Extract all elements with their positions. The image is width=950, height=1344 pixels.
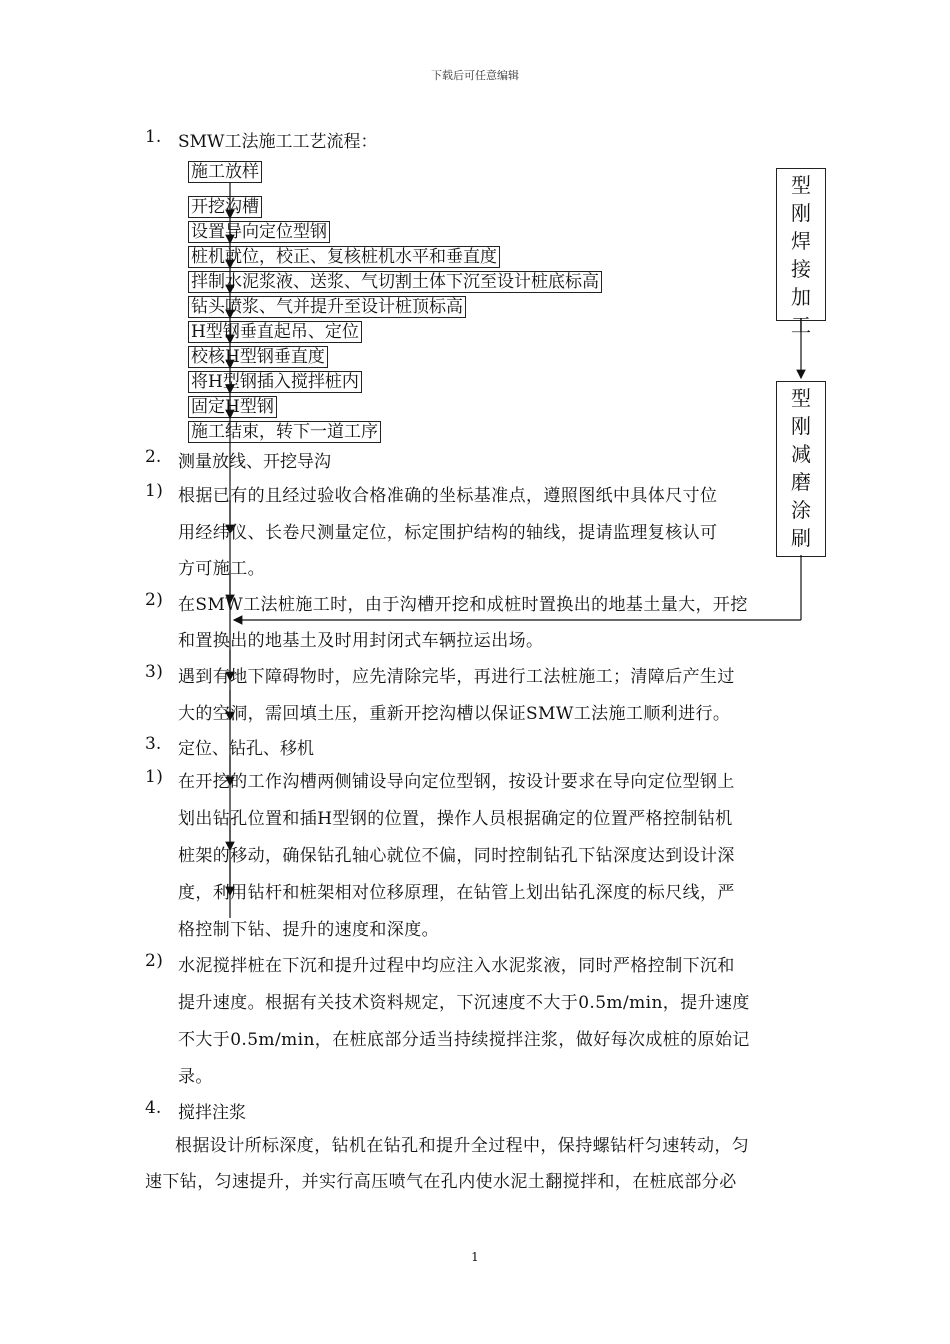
s3-item-2-line: 不大于0.5m/min，在桩底部分适当持续搅拌注浆，做好每次成桩的原始记: [178, 1030, 750, 1050]
s2-item-1-line: 用经纬仪、长卷尺测量定位，标定围护结构的轴线，提请监理复核认可: [178, 523, 718, 543]
s3-item-2-line: 提升速度。根据有关技术资料规定，下沉速度不大于0.5m/min，提升速度: [178, 993, 750, 1013]
s2-item-2-line: 和置换出的地基土及时用封闭式车辆拉运出场。: [178, 631, 544, 651]
s3-item-2-line: 水泥搅拌桩在下沉和提升过程中均应注入水泥浆液，同时严格控制下沉和: [178, 956, 735, 976]
s4-paragraph-line: 速下钻，匀速提升，并实行高压喷气在孔内使水泥土翻搅拌和，在桩底部分必: [145, 1172, 737, 1192]
flow-step-7: H型钢垂直起吊、定位: [188, 321, 362, 343]
side-box-bottom-char: 涂: [791, 498, 811, 522]
s4-paragraph-line: 根据设计所标深度，钻机在钻孔和提升全过程中，保持螺钻杆匀速转动，匀: [175, 1136, 750, 1156]
section-3-title: 定位、钻孔、移机: [178, 739, 314, 759]
flow-step-6: 钻头喷浆、气并提升至设计桩顶标高: [188, 296, 466, 318]
flow-step-11: 施工结束，转下一道工序: [188, 421, 381, 443]
flow-step-1: 施工放样: [188, 161, 262, 183]
s3-item-1-line: 划出钻孔位置和插H型钢的位置，操作人员根据确定的位置严格控制钻机: [178, 809, 733, 829]
s3-item-1-num: 1): [145, 767, 164, 787]
flow-step-4: 桩机就位，校正、复核桩机水平和垂直度: [188, 246, 500, 268]
page-number: 1: [471, 1250, 479, 1264]
s3-item-1-line: 桩架的移动，确保钻孔轴心就位不偏，同时控制钻孔下钻深度达到设计深: [178, 846, 735, 866]
flow-step-2: 开挖沟槽: [188, 196, 262, 218]
s3-item-2-line: 录。: [178, 1067, 213, 1087]
s2-item-1-line: 根据已有的且经过验收合格准确的坐标基准点，遵照图纸中具体尺寸位: [178, 486, 718, 506]
flow-step-8: 校核H型钢垂直度: [188, 346, 328, 368]
section-1-title: SMW工法施工工艺流程：: [178, 132, 378, 152]
side-box-top-char: 型: [791, 173, 811, 197]
section-3-number: 3.: [145, 734, 162, 754]
side-box-top-char: 工: [791, 313, 811, 337]
flow-step-10: 固定H型钢: [188, 396, 277, 418]
flow-step-3: 设置导向定位型钢: [188, 221, 330, 243]
side-box-bottom-char: 减: [791, 442, 811, 466]
s3-item-1-line: 在开挖的工作沟槽两侧铺设导向定位型钢，按设计要求在导向定位型钢上: [178, 772, 735, 792]
s3-item-2-num: 2): [145, 951, 164, 971]
s2-item-1-num: 1): [145, 481, 164, 501]
s3-item-1-line: 格控制下钻、提升的速度和深度。: [178, 920, 439, 940]
section-4-title: 搅拌注浆: [178, 1103, 246, 1123]
flow-step-5: 拌制水泥浆液、送浆、气切割土体下沉至设计桩底标高: [188, 271, 602, 293]
s2-item-3-line: 遇到有地下障碍物时，应先清除完毕，再进行工法桩施工；清障后产生过: [178, 667, 735, 687]
side-box-top-char: 刚: [791, 201, 811, 225]
side-box-bottom-char: 型: [791, 386, 811, 410]
side-box-bottom-char: 磨: [791, 470, 811, 494]
s2-item-3-num: 3): [145, 662, 164, 682]
side-box-top-char: 加: [791, 285, 811, 309]
s2-item-3-line: 大的空洞，需回填土压，重新开挖沟槽以保证SMW工法施工顺利进行。: [178, 704, 731, 724]
side-box-top-char: 焊: [791, 229, 811, 253]
s3-item-1-line: 度，利用钻杆和桩架相对位移原理，在钻管上划出钻孔深度的标尺线，严: [178, 883, 735, 903]
side-box-bottom-char: 刷: [791, 526, 811, 550]
page-header: 下载后可任意编辑: [431, 69, 519, 82]
section-4-number: 4.: [145, 1098, 162, 1118]
s2-item-2-line: 在SMW工法桩施工时，由于沟槽开挖和成桩时置换出的地基土量大，开挖: [178, 595, 748, 615]
side-box-top-char: 接: [791, 257, 811, 281]
section-2-number: 2.: [145, 447, 162, 467]
flow-step-9: 将H型钢插入搅拌桩内: [188, 371, 362, 393]
side-box-bottom-char: 刚: [791, 414, 811, 438]
section-2-title: 测量放线、开挖导沟: [178, 452, 331, 472]
section-1-number: 1.: [145, 127, 162, 147]
s2-item-2-num: 2): [145, 590, 164, 610]
s2-item-1-line: 方可施工。: [178, 559, 265, 579]
